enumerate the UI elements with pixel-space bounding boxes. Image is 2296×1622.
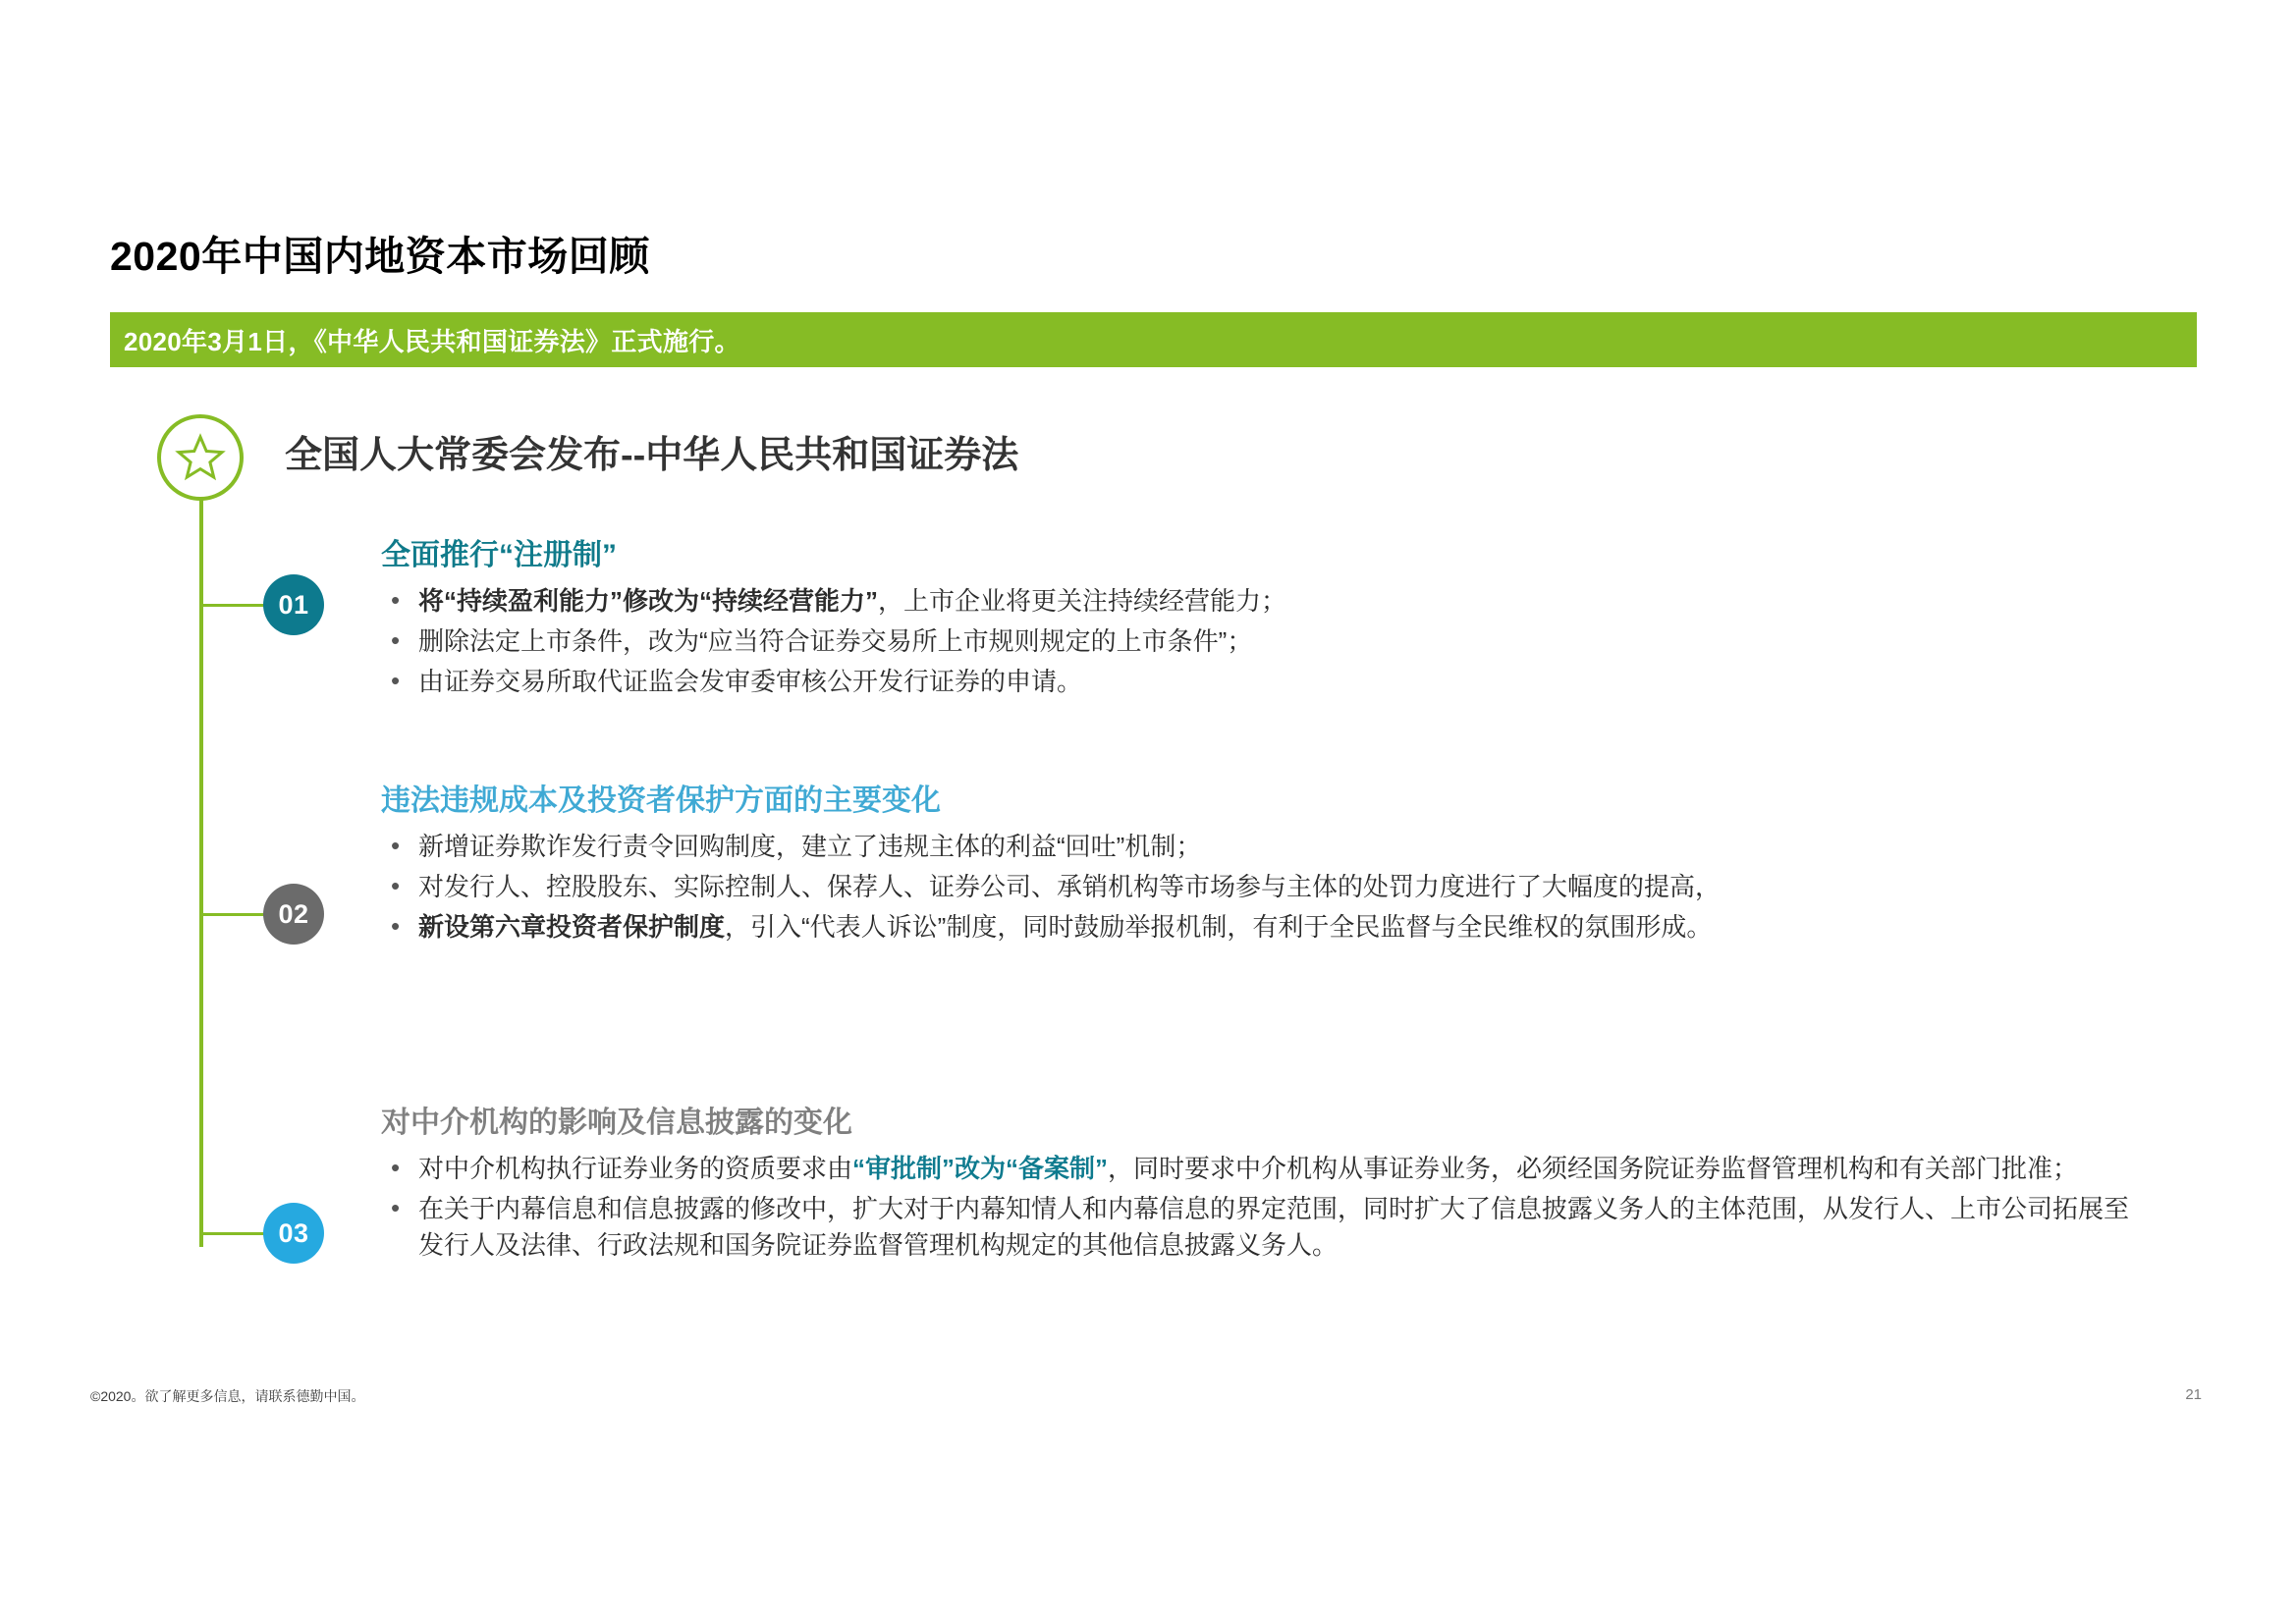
list-item: • 对发行人、控股股东、实际控制人、保荐人、证券公司、承销机构等市场参与主体的处罚力度进行了大幅度的提高， bbox=[381, 869, 2139, 905]
branch-line-02 bbox=[201, 913, 264, 916]
step-number-01: 01 bbox=[263, 574, 324, 635]
star-icon bbox=[157, 414, 244, 501]
list-item: • 将“持续盈利能力”修改为“持续经营能力”，上市企业将更关注持续经营能力； bbox=[381, 583, 2139, 620]
list-item: • 新增证券欺诈发行责令回购制度，建立了违规主体的利益“回吐”机制； bbox=[381, 829, 2139, 865]
list-item: • 对中介机构执行证券业务的资质要求由“审批制”改为“备案制”，同时要求中介机构从事证券业务，必须经国务院证券监督管理机构和有关部门批准； bbox=[381, 1151, 2139, 1187]
timeline-vertical-line bbox=[199, 461, 203, 1247]
branch-line-01 bbox=[201, 604, 264, 607]
content-block-01 bbox=[381, 530, 2139, 704]
step-number-03: 03 bbox=[263, 1203, 324, 1264]
page-title: 2020年中国内地资本市场回顾 bbox=[110, 234, 650, 279]
list-item: • 新设第六章投资者保护制度，引入“代表人诉讼”制度，同时鼓励举报机制，有利于全民监督与全民维权的氛围形成。 bbox=[381, 909, 2139, 946]
footer-page-number: 21 bbox=[2185, 1386, 2202, 1403]
list-item: • 在关于内幕信息和信息披露的修改中，扩大对于内幕知情人和内幕信息的界定范围，同时扩大了信息披露义务人的主体范围，从发行人、上市公司拓展至发行人及法律、行政法规和国务院证券监督管理机构规定的其他信息披露义务人。 bbox=[381, 1191, 2139, 1264]
bullet-list-03 bbox=[381, 1151, 2139, 1264]
footer-copyright: ©2020。欲了解更多信息，请联系德勤中国。 bbox=[90, 1388, 365, 1404]
banner-text: 2020年3月1日，《中华人民共和国证券法》正式施行。 bbox=[124, 326, 740, 356]
bullet-list-02 bbox=[381, 829, 2139, 946]
banner bbox=[110, 312, 2197, 367]
list-item: • 删除法定上市条件，改为“应当符合证券交易所上市规则规定的上市条件”； bbox=[381, 623, 2139, 660]
content-block-03 bbox=[381, 1098, 2139, 1268]
block-title-02: 违法违规成本及投资者保护方面的主要变化 bbox=[381, 784, 941, 817]
step-number-02: 02 bbox=[263, 884, 324, 945]
block-title-01: 全面推行“注册制” bbox=[381, 539, 617, 571]
section-heading: 全国人大常委会发布--中华人民共和国证券法 bbox=[285, 435, 1019, 476]
content-block-02 bbox=[381, 776, 2139, 949]
list-item: • 由证券交易所取代证监会发审委审核公开发行证券的申请。 bbox=[381, 664, 2139, 700]
branch-line-03 bbox=[201, 1232, 264, 1235]
bullet-list-01 bbox=[381, 583, 2139, 700]
block-title-03: 对中介机构的影响及信息披露的变化 bbox=[381, 1107, 852, 1139]
